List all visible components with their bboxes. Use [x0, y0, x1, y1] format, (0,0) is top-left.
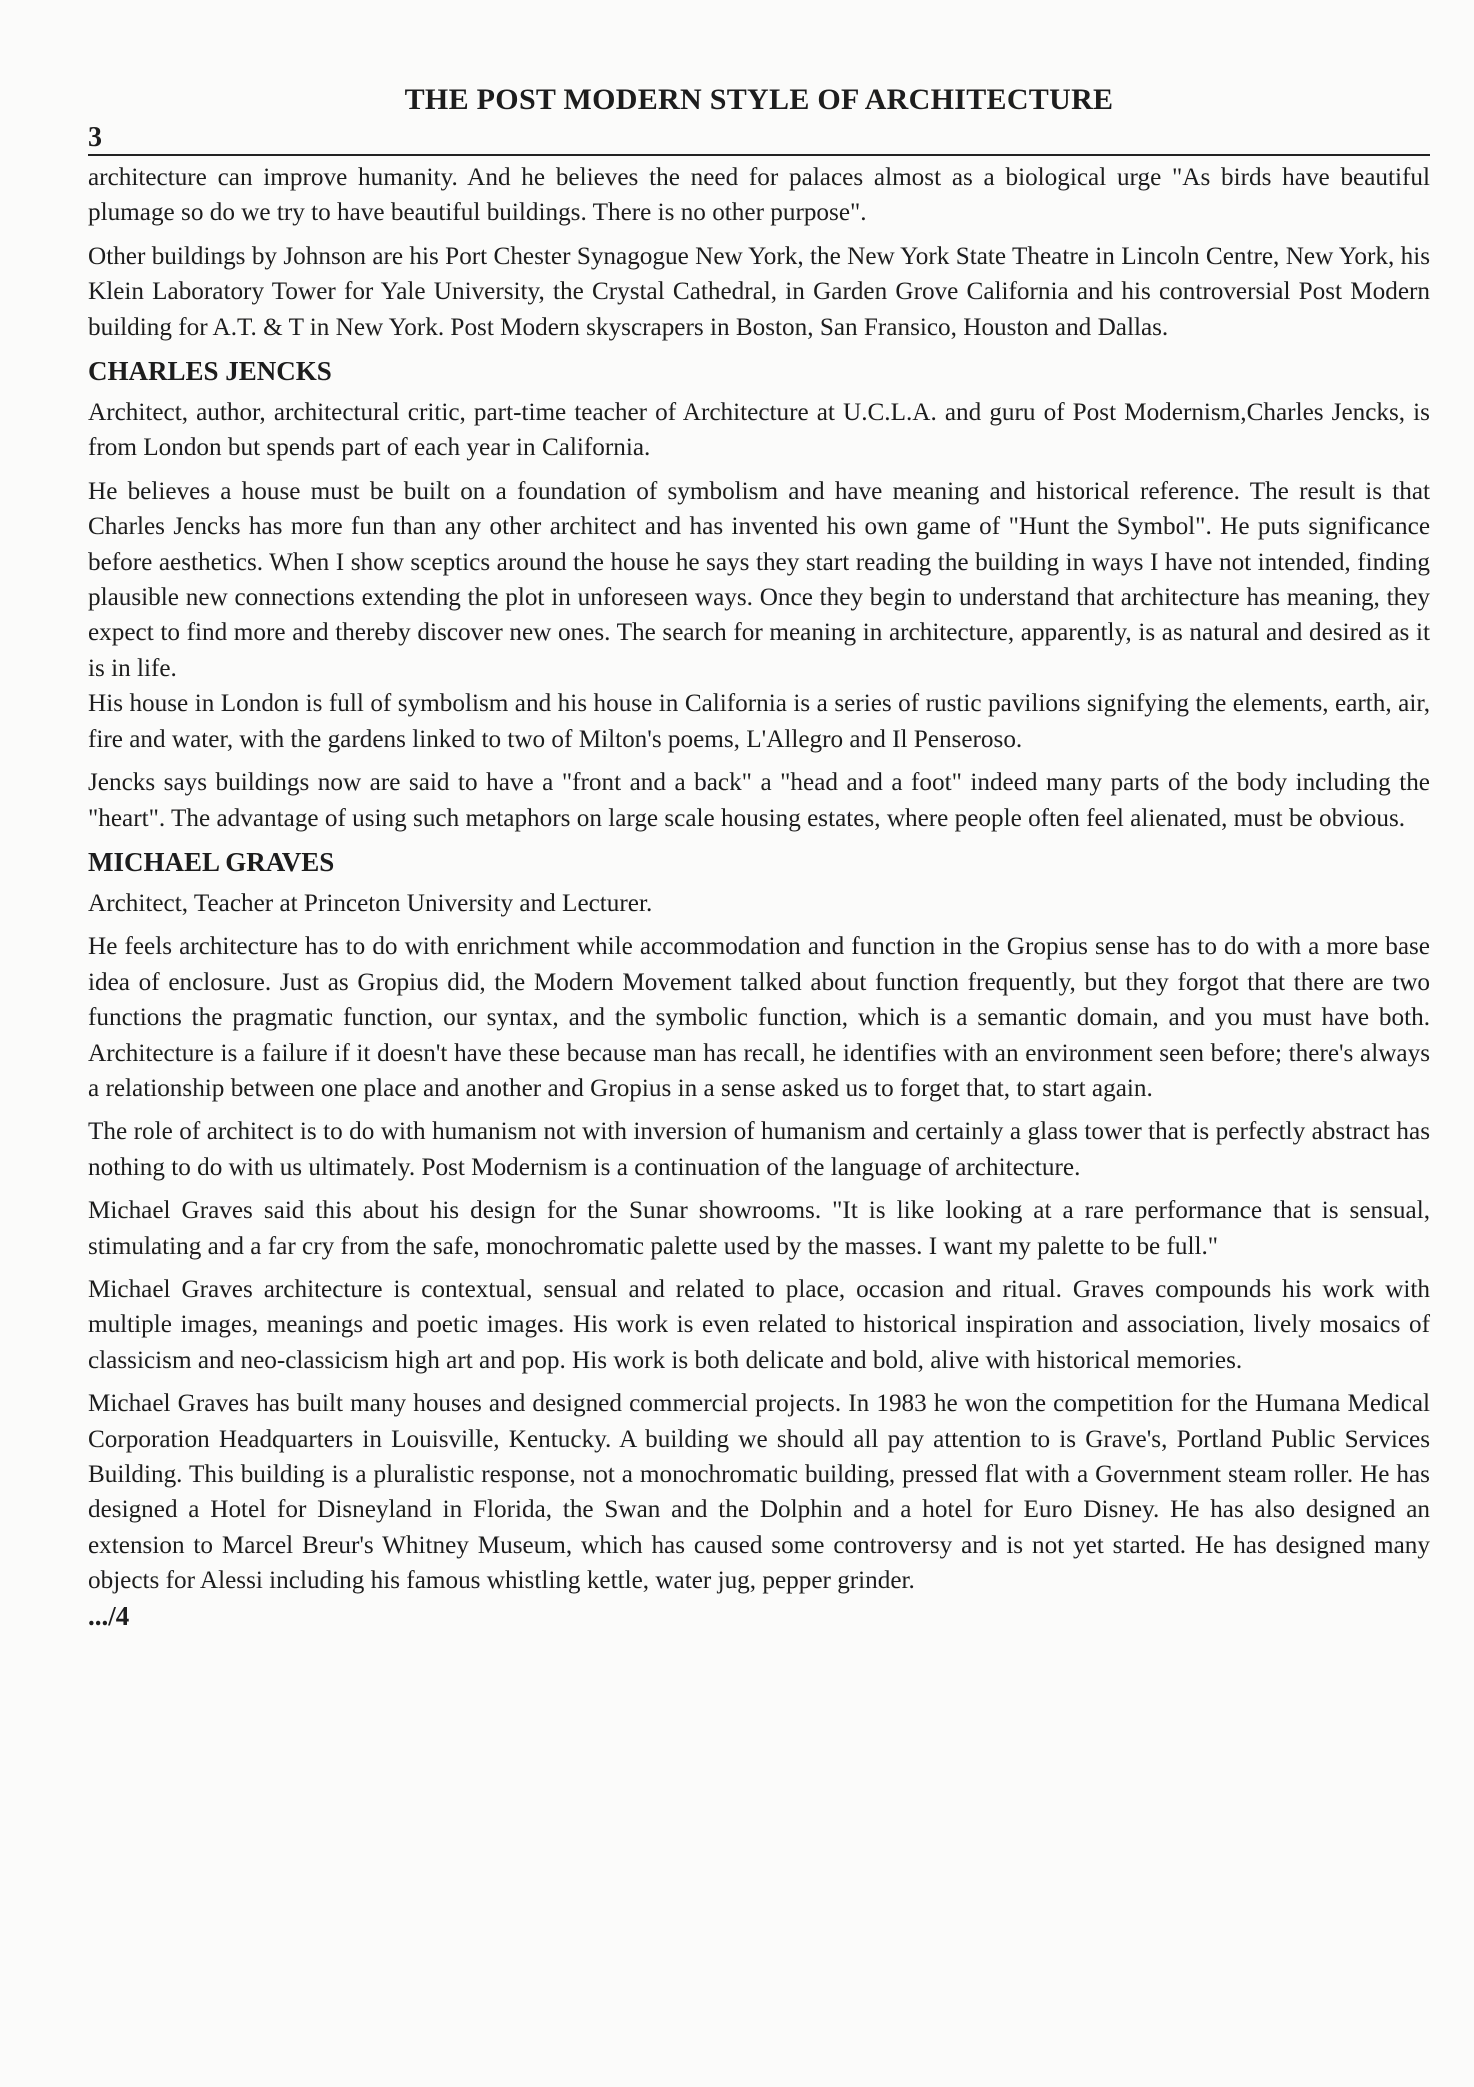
paragraph-jencks-metaphors: Jencks says buildings now are said to have a "front and a back" a "head and a foot" indeed many parts of the body including the "heart". The advantage of using such metaphors on large scale housing estates, where people often feel alienated, must be obvious.: [88, 769, 1430, 832]
paragraph-graves-enrichment: He feels architecture has to do with enrichment while accommodation and function in the Gropius sense has to do with a more base idea of enclosure. Just as Gropius did, the Modern Movement talked about function frequently, but they forgot that there are two functions the pragmatic function, our syntax, and the symbolic function, which is a semantic domain, and you must have both. Architecture is a failure if it doesn't have these because man has recall, he identifies with an environment seen before; there's always a relationship between one place and another and Gropius in a sense asked us to forget that, to start again.: [88, 933, 1430, 1102]
section-heading-jencks: CHARLES JENCKS: [88, 356, 332, 387]
header-rule: [88, 122, 1430, 156]
paragraph-graves-intro: Architect, Teacher at Princeton University and Lecturer.: [88, 889, 653, 917]
paragraph-jencks-symbolism: He believes a house must be built on a foundation of symbolism and have meaning and historical reference. The result is that Charles Jencks has more fun than any other architect and has invented his own game of "Hunt the Symbol". He puts significance before aesthetics. When I show sceptics around the house he says they start reading the building in ways I have not intended, finding plausible new connections extending the plot in unforeseen ways. Once they begin to understand that architecture has meaning, they expect to find more and thereby discover new ones. The search for meaning in architecture, apparently, is as natural and desired as it is in life.: [88, 477, 1430, 682]
paragraph-jencks-intro: Architect, author, architectural critic, part-time teacher of Architecture at U.C.L.A. and guru of Post Modernism,Charles Jencks, is from London but spends part of each year in California.: [88, 399, 1430, 462]
document-body: [88, 160, 1430, 1633]
document-title: THE POST MODERN STYLE OF ARCHITECTURE: [404, 83, 1114, 116]
paragraph-jencks-houses: His house in London is full of symbolism and his house in California is a series of rustic pavilions signifying the elements, earth, air, fire and water, with the gardens linked to two of Milton's poems, L'Allegro and Il Penseroso.: [88, 690, 1430, 753]
document-page: [88, 82, 1430, 1633]
paragraph-graves-projects: Michael Graves has built many houses and designed commercial projects. In 1983 he won the competition for the Humana Medical Corporation Headquarters in Louisville, Kentucky. A building we should all pay attention to is Grave's, Portland Public Services Building. This building is a pluralistic response, not a monochromatic building, pressed flat with a Government steam roller. He has designed a Hotel for Disneyland in Florida, the Swan and the Dolphin and a hotel for Euro Disney. He has also designed an extension to Marcel Breur's Whitney Museum, which has caused some controversy and is not yet started. He has designed many objects for Alessi including his famous whistling kettle, water jug, pepper grinder.: [88, 1390, 1430, 1595]
paragraph-johnson-buildings: Other buildings by Johnson are his Port Chester Synagogue New York, the New York State Theatre in Lincoln Centre, New York, his Klein Laboratory Tower for Yale University, the Crystal Cathedral, in Garden Grove California and his controversial Post Modern building for A.T. & T in New York. Post Modern skyscrapers in Boston, San Fransico, Houston and Dallas.: [88, 242, 1430, 341]
page-number: 3: [88, 122, 102, 153]
continued-marker: .../4: [88, 1600, 130, 1631]
paragraph-graves-contextual: Michael Graves architecture is contextual, sensual and related to place, occasion and ritual. Graves compounds his work with multiple images, meanings and poetic images. His work is even related to historical inspiration and association, lively mosaics of classicism and neo-classicism high art and pop. His work is both delicate and bold, alive with historical memories.: [88, 1275, 1430, 1374]
paragraph-graves-sunar: Michael Graves said this about his design for the Sunar showrooms. "It is like looking at a rare performance that is sensual, stimulating and a far cry from the safe, monochromatic palette used by the masses. I want my palette to be full.": [88, 1197, 1430, 1260]
paragraph-graves-humanism: The role of architect is to do with humanism not with inversion of humanism and certainly a glass tower that is perfectly abstract has nothing to do with us ultimately. Post Modernism is a continuation of the language of architecture.: [88, 1118, 1430, 1181]
section-heading-graves: MICHAEL GRAVES: [88, 846, 335, 877]
paragraph-johnson-humanity: architecture can improve humanity. And he believes the need for palaces almost as a biological urge "As birds have beautiful plumage so do we try to have beautiful buildings. There is no other purpose".: [88, 164, 1430, 227]
